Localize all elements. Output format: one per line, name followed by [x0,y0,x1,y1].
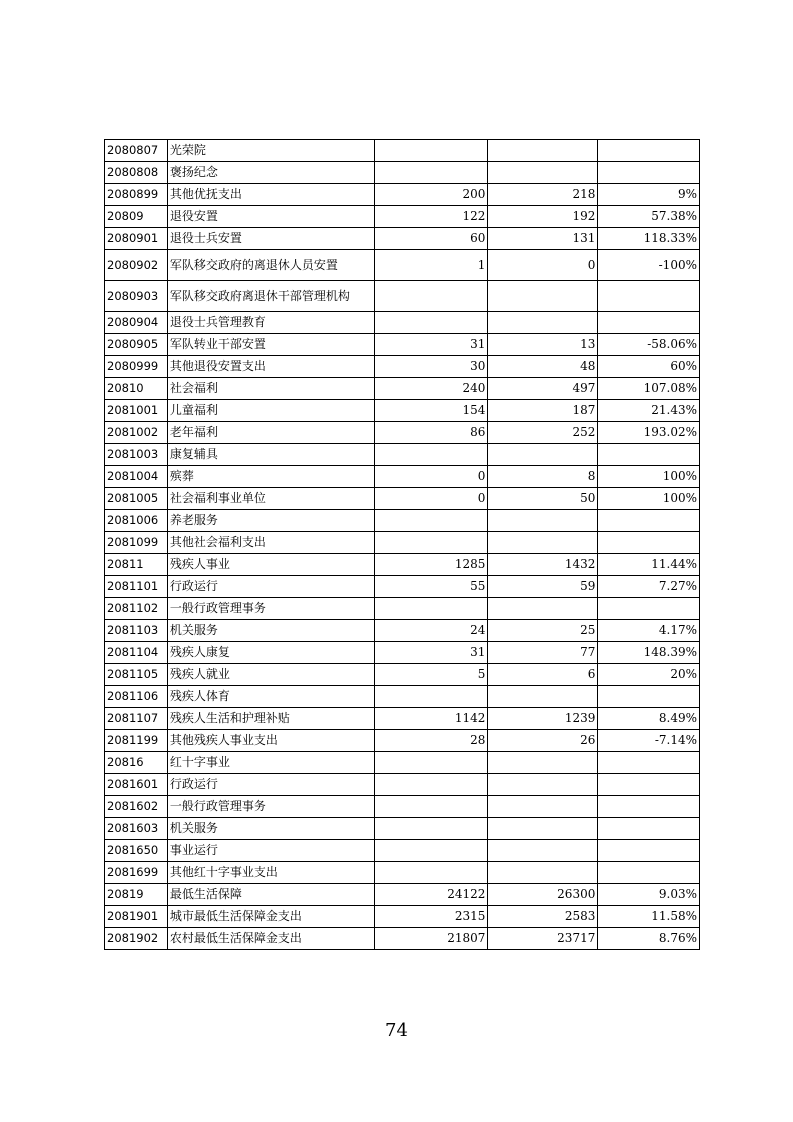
row-change-percent-cell [598,774,700,796]
row-value-1-cell [375,840,488,862]
table-row [105,686,700,708]
row-value-2-cell [488,686,598,708]
row-change-percent-cell: 57.38% [598,206,700,228]
row-value-1-cell: 30 [375,356,488,378]
table-row [105,730,700,752]
row-code-cell: 2080807 [105,140,168,162]
row-value-2-cell: 26300 [488,884,598,906]
row-value-2-cell: 50 [488,488,598,510]
row-value-1-cell [375,598,488,620]
table-row [105,576,700,598]
row-name-cell: 褒扬纪念 [167,162,374,184]
row-name-cell: 城市最低生活保障金支出 [167,906,374,928]
row-value-2-cell [488,774,598,796]
row-name-cell: 社会福利事业单位 [167,488,374,510]
row-code-cell: 2081001 [105,400,168,422]
row-change-percent-cell: 11.44% [598,554,700,576]
row-value-2-cell: 1239 [488,708,598,730]
row-code-cell: 2081602 [105,796,168,818]
row-code-cell: 2081199 [105,730,168,752]
row-name-cell: 康复辅具 [167,444,374,466]
row-code-cell: 20816 [105,752,168,774]
table-row [105,818,700,840]
table-row [105,774,700,796]
row-value-2-cell [488,312,598,334]
row-code-cell: 2081104 [105,642,168,664]
row-code-cell: 2081003 [105,444,168,466]
table-row [105,664,700,686]
row-change-percent-cell [598,796,700,818]
row-name-cell: 机关服务 [167,620,374,642]
row-value-1-cell [375,140,488,162]
row-change-percent-cell [598,862,700,884]
row-value-1-cell: 200 [375,184,488,206]
row-change-percent-cell [598,444,700,466]
row-value-2-cell [488,840,598,862]
row-name-cell: 其他红十字事业支出 [167,862,374,884]
row-name-cell: 行政运行 [167,576,374,598]
row-name-cell: 养老服务 [167,510,374,532]
row-value-1-cell: 24122 [375,884,488,906]
row-value-1-cell: 55 [375,576,488,598]
row-code-cell: 2081106 [105,686,168,708]
row-name-cell: 军队移交政府的离退休人员安置 [167,250,374,281]
row-value-2-cell [488,444,598,466]
row-change-percent-cell [598,281,700,312]
row-change-percent-cell: -58.06% [598,334,700,356]
row-change-percent-cell: 148.39% [598,642,700,664]
row-value-2-cell: 77 [488,642,598,664]
table-row [105,532,700,554]
row-value-1-cell: 24 [375,620,488,642]
row-value-1-cell [375,796,488,818]
row-code-cell: 2081902 [105,928,168,950]
row-code-cell: 2081004 [105,466,168,488]
row-change-percent-cell: 7.27% [598,576,700,598]
row-code-cell: 2080905 [105,334,168,356]
row-change-percent-cell [598,818,700,840]
table-row [105,250,700,281]
table-row [105,444,700,466]
row-code-cell: 2081002 [105,422,168,444]
row-code-cell: 2080904 [105,312,168,334]
row-name-cell: 残疾人康复 [167,642,374,664]
row-name-cell: 红十字事业 [167,752,374,774]
row-name-cell: 残疾人生活和护理补贴 [167,708,374,730]
row-name-cell: 其他社会福利支出 [167,532,374,554]
row-value-1-cell [375,862,488,884]
row-value-2-cell: 192 [488,206,598,228]
row-name-cell: 事业运行 [167,840,374,862]
row-name-cell: 军队转业干部安置 [167,334,374,356]
row-change-percent-cell [598,686,700,708]
row-change-percent-cell: 193.02% [598,422,700,444]
row-name-cell: 机关服务 [167,818,374,840]
row-code-cell: 2081105 [105,664,168,686]
row-code-cell: 2081006 [105,510,168,532]
row-change-percent-cell [598,598,700,620]
row-value-2-cell: 8 [488,466,598,488]
row-change-percent-cell: 11.58% [598,906,700,928]
row-value-2-cell [488,510,598,532]
row-change-percent-cell: 100% [598,466,700,488]
row-value-1-cell: 2315 [375,906,488,928]
row-code-cell: 2080903 [105,281,168,312]
table-row [105,281,700,312]
row-change-percent-cell [598,140,700,162]
row-value-1-cell: 5 [375,664,488,686]
row-value-2-cell [488,752,598,774]
row-code-cell: 2080999 [105,356,168,378]
row-value-1-cell [375,774,488,796]
table-row [105,708,700,730]
row-value-2-cell: 497 [488,378,598,400]
row-value-1-cell [375,818,488,840]
row-value-2-cell: 1432 [488,554,598,576]
row-value-1-cell: 0 [375,488,488,510]
page-number: 74 [385,1020,408,1041]
row-code-cell: 2081603 [105,818,168,840]
row-value-1-cell: 240 [375,378,488,400]
row-change-percent-cell: 8.49% [598,708,700,730]
table-row [105,598,700,620]
row-value-1-cell [375,162,488,184]
row-code-cell: 2080901 [105,228,168,250]
table-row [105,642,700,664]
table-row [105,356,700,378]
row-name-cell: 残疾人事业 [167,554,374,576]
row-value-2-cell: 252 [488,422,598,444]
row-value-1-cell [375,510,488,532]
table-row [105,620,700,642]
table-row [105,928,700,950]
table-row [105,422,700,444]
row-code-cell: 20819 [105,884,168,906]
row-change-percent-cell [598,312,700,334]
row-code-cell: 20811 [105,554,168,576]
budget-table [104,139,700,950]
row-name-cell: 最低生活保障 [167,884,374,906]
table-row [105,466,700,488]
row-change-percent-cell: 4.17% [598,620,700,642]
row-value-1-cell: 122 [375,206,488,228]
row-name-cell: 其他残疾人事业支出 [167,730,374,752]
table-row [105,796,700,818]
row-value-2-cell: 131 [488,228,598,250]
table-row [105,488,700,510]
row-value-1-cell: 21807 [375,928,488,950]
row-change-percent-cell: 20% [598,664,700,686]
row-code-cell: 2081901 [105,906,168,928]
row-value-2-cell: 25 [488,620,598,642]
row-value-1-cell: 31 [375,642,488,664]
row-name-cell: 行政运行 [167,774,374,796]
row-change-percent-cell [598,532,700,554]
row-change-percent-cell [598,510,700,532]
row-value-1-cell: 154 [375,400,488,422]
row-name-cell: 残疾人就业 [167,664,374,686]
row-value-1-cell [375,444,488,466]
row-code-cell: 2081601 [105,774,168,796]
row-name-cell: 其他退役安置支出 [167,356,374,378]
table-row [105,378,700,400]
table-row [105,140,700,162]
row-code-cell: 2081101 [105,576,168,598]
row-value-1-cell [375,312,488,334]
row-value-2-cell [488,281,598,312]
table-row [105,184,700,206]
row-name-cell: 一般行政管理事务 [167,796,374,818]
row-value-2-cell [488,796,598,818]
row-change-percent-cell: 9.03% [598,884,700,906]
row-value-2-cell [488,532,598,554]
row-change-percent-cell: 8.76% [598,928,700,950]
row-code-cell: 2081650 [105,840,168,862]
row-change-percent-cell: -7.14% [598,730,700,752]
row-value-1-cell [375,532,488,554]
row-value-1-cell [375,752,488,774]
row-change-percent-cell [598,840,700,862]
row-code-cell: 2081102 [105,598,168,620]
row-value-2-cell: 59 [488,576,598,598]
row-change-percent-cell [598,752,700,774]
row-value-2-cell [488,818,598,840]
table-row [105,334,700,356]
table-row [105,862,700,884]
row-value-2-cell: 26 [488,730,598,752]
row-code-cell: 2080808 [105,162,168,184]
row-value-2-cell [488,598,598,620]
table-row [105,840,700,862]
row-name-cell: 退役士兵管理教育 [167,312,374,334]
row-name-cell: 殡葬 [167,466,374,488]
row-name-cell: 残疾人体育 [167,686,374,708]
row-change-percent-cell: -100% [598,250,700,281]
row-name-cell: 农村最低生活保障金支出 [167,928,374,950]
row-value-2-cell [488,862,598,884]
row-value-1-cell [375,686,488,708]
row-value-1-cell: 28 [375,730,488,752]
table-body [105,140,700,950]
row-code-cell: 2081103 [105,620,168,642]
row-value-2-cell [488,140,598,162]
row-code-cell: 2081005 [105,488,168,510]
row-code-cell: 2080899 [105,184,168,206]
row-value-1-cell: 31 [375,334,488,356]
table-row [105,228,700,250]
row-value-2-cell: 23717 [488,928,598,950]
row-value-1-cell [375,281,488,312]
row-name-cell: 一般行政管理事务 [167,598,374,620]
row-value-2-cell [488,162,598,184]
row-value-2-cell: 218 [488,184,598,206]
row-code-cell: 2081107 [105,708,168,730]
row-name-cell: 军队移交政府离退休干部管理机构 [167,281,374,312]
row-value-2-cell: 13 [488,334,598,356]
row-code-cell: 2080902 [105,250,168,281]
row-name-cell: 退役安置 [167,206,374,228]
row-value-2-cell: 48 [488,356,598,378]
row-change-percent-cell: 9% [598,184,700,206]
table-row [105,554,700,576]
row-value-1-cell: 0 [375,466,488,488]
row-code-cell: 2081099 [105,532,168,554]
row-change-percent-cell: 21.43% [598,400,700,422]
row-value-2-cell: 0 [488,250,598,281]
row-value-1-cell: 1285 [375,554,488,576]
table-row [105,884,700,906]
row-change-percent-cell [598,162,700,184]
table-row [105,206,700,228]
row-change-percent-cell: 100% [598,488,700,510]
row-change-percent-cell: 60% [598,356,700,378]
row-code-cell: 2081699 [105,862,168,884]
row-code-cell: 20810 [105,378,168,400]
row-value-2-cell: 187 [488,400,598,422]
table-row [105,312,700,334]
row-value-1-cell: 1142 [375,708,488,730]
row-value-2-cell: 6 [488,664,598,686]
row-value-1-cell: 1 [375,250,488,281]
row-value-1-cell: 86 [375,422,488,444]
table-row [105,752,700,774]
table-row [105,510,700,532]
table-row [105,400,700,422]
row-value-2-cell: 2583 [488,906,598,928]
row-name-cell: 退役士兵安置 [167,228,374,250]
row-name-cell: 光荣院 [167,140,374,162]
row-name-cell: 其他优抚支出 [167,184,374,206]
table-row [105,162,700,184]
row-name-cell: 老年福利 [167,422,374,444]
row-name-cell: 社会福利 [167,378,374,400]
table-row [105,906,700,928]
row-change-percent-cell: 107.08% [598,378,700,400]
row-code-cell: 20809 [105,206,168,228]
row-value-1-cell: 60 [375,228,488,250]
row-change-percent-cell: 118.33% [598,228,700,250]
row-name-cell: 儿童福利 [167,400,374,422]
